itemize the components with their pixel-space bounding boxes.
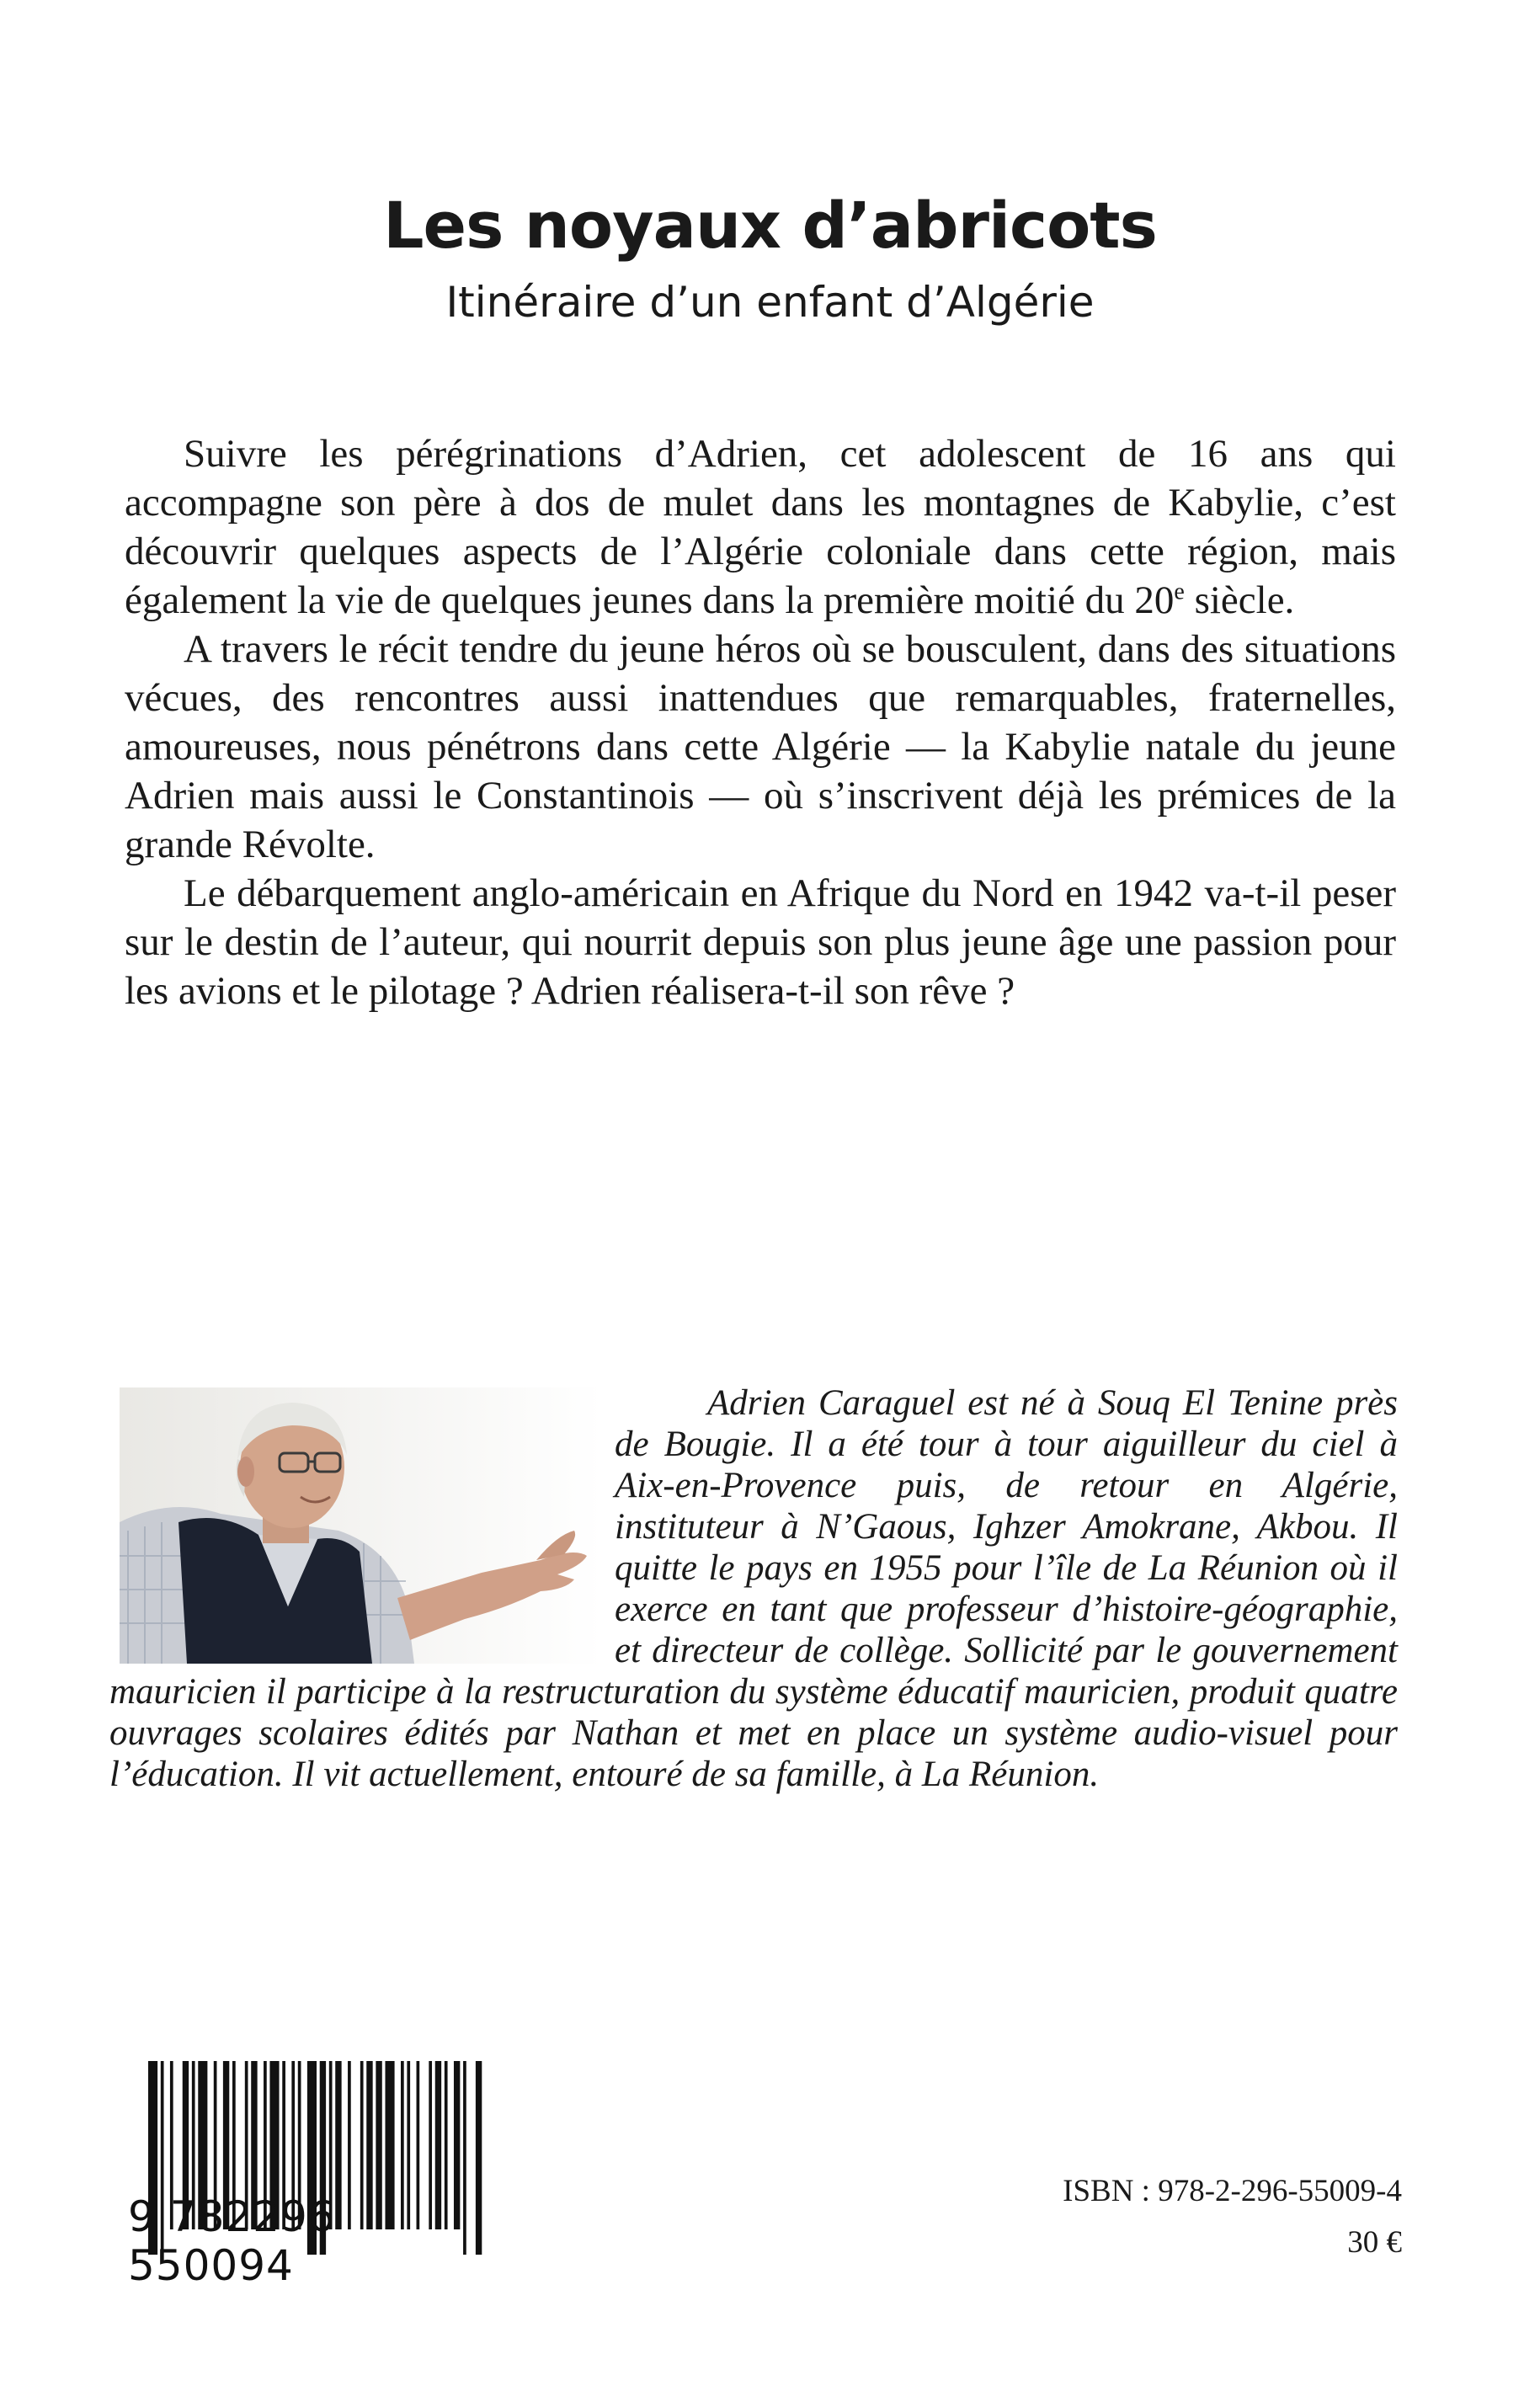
summary-text — [125, 429, 1396, 1015]
century-superscript: e — [1174, 578, 1185, 605]
summary-paragraph-2: A travers le récit tendre du jeune héros où se bousculent, dans des situations vécues, des rencontres aussi inattendues que remarquables, fraternelles, amoureuses, nous pénétrons dans cette Algérie — la Kabylie natale du jeune Adrien mais aussi le Constantinois — où s’inscrivent déjà les prémices de la grande Révolte. — [125, 627, 1396, 866]
summary-p1-text: Suivre les pérégrinations d’Adrien, cet adolescent de 16 ans qui accompagne son père à dos de mulet dans les montagnes de Kabylie, c’est découvrir quelques aspects de l’Algérie coloniale dans cette région, mais également la vie de quelques jeunes dans la première moitié du 20 — [125, 432, 1396, 622]
book-subtitle: Itinéraire d’un enfant d’Algérie — [445, 278, 1095, 327]
isbn-number: ISBN : 978-2-296-55009-4 — [1063, 2174, 1402, 2208]
book-price: 30 € — [1347, 2225, 1402, 2260]
author-bio-text: Adrien Caraguel est né à Souq El Tenine près de Bougie. Il a été tour à tour aiguilleur du ciel à Aix-en-Provence puis, de retour en Algérie, instituteur à N’Gaous, Ighzer Amokrane, Akbou. Il quitte le pays en 1955 pour l’île de La Réunion où il exerce en tant que professeur d’histoire-géographie, et directeur de collège. Sollicité par le gouvernement mauricien il participe à la restructuration du système éducatif mauricien, produit quatre ouvrages scolaires édités par Nathan et met en place un système audio-visuel pour l’éducation. Il vit actuellement, entouré de sa famille, à La Réunion. — [109, 1383, 1398, 1794]
summary-paragraph-3: Le débarquement anglo-américain en Afrique du Nord en 1942 va-t-il peser sur le destin de l’auteur, qui nourrit depuis son plus jeune âge une passion pour les avions et le pilotage ? Adrien réalisera-t-il son rêve ? — [125, 871, 1396, 1013]
author-bio — [109, 1382, 1398, 1795]
book-title: Les noyaux d’abricots — [383, 188, 1157, 263]
barcode-digits: 9 782296 550094 — [128, 2192, 336, 2290]
photo-wrap-space — [109, 1382, 615, 1662]
summary-paragraph-1 — [125, 429, 1396, 625]
summary-p1-end: siècle. — [1184, 578, 1295, 622]
